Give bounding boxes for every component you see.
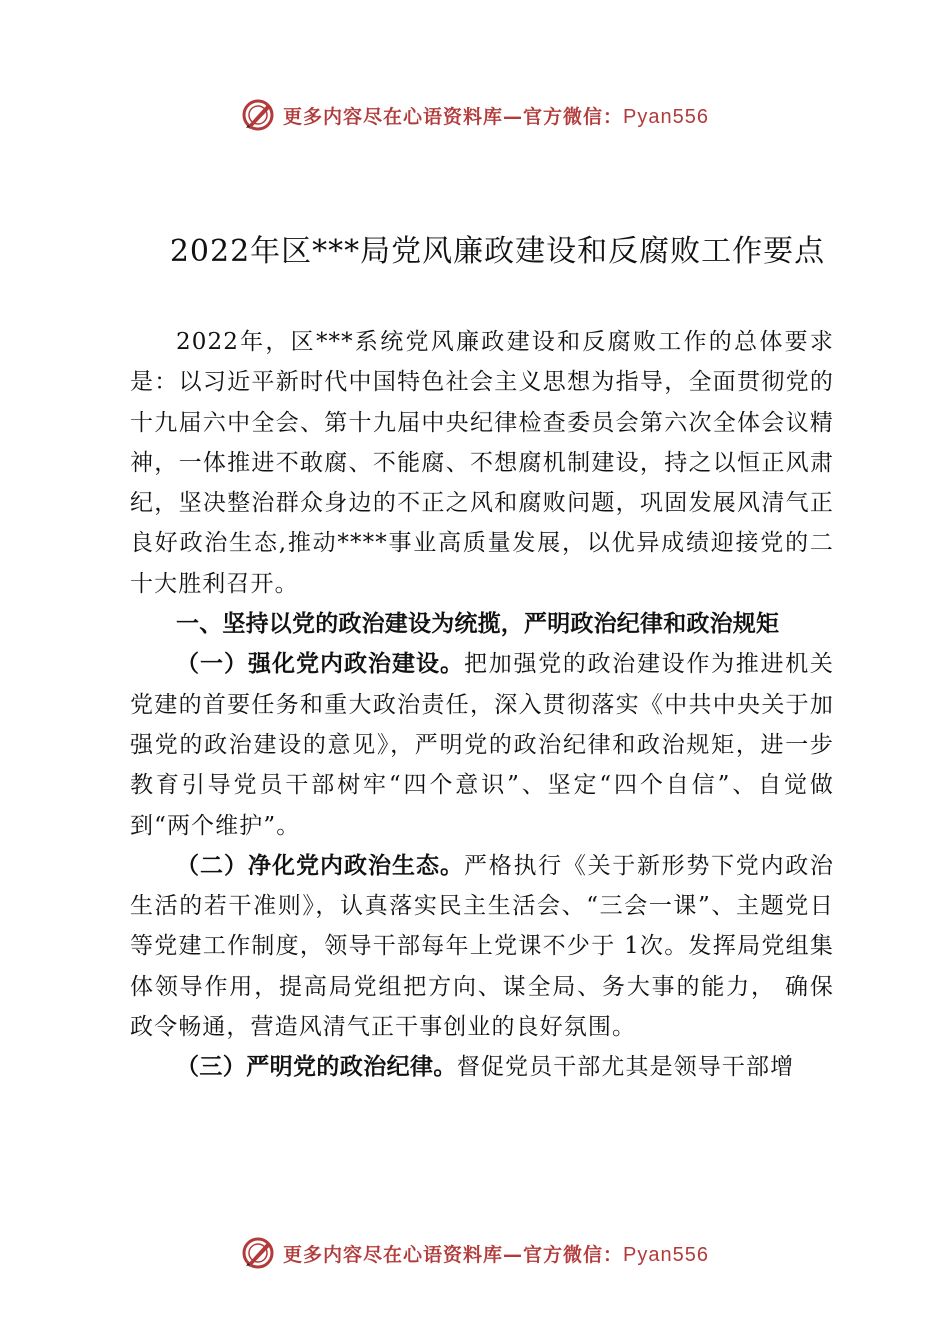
pen-seal-logo-icon <box>241 1236 275 1270</box>
watermark-text: 更多内容尽在心语资料库—官方微信：Pyan556 <box>283 1243 709 1266</box>
header-watermark <box>0 95 950 135</box>
intro-paragraph: 2022年，区***系统党风廉政建设和反腐败工作的总体要求是：以习近平新时代中国特色社会主义思想为指导，全面贯彻党的十九届六中全会、第十九届中央纪律检查委员会第六次全体会议精神，一体推进不敢腐、不能腐、不想腐机制建设，持之以恒正风肃纪，坚决整治群众身边的不正之风和腐败问题，巩固发展风清气正良好政治生态,推动****事业高质量发展，以优异成绩迎接党的二十大胜利召开。 <box>130 329 834 597</box>
watermark-text: 更多内容尽在心语资料库—官方微信：Pyan556 <box>283 105 709 128</box>
item-lead-2: （二）净化党内政治生态。 <box>176 852 465 879</box>
document-title: 2022年区***局党风廉政建设和反腐败工作要点 <box>169 234 826 269</box>
item-text-2: 严格执行《关于新形势下党内政治生活的若干准则》，认真落实民主生活会、“三会一课”、主题党日等党建工作制度，领导干部每年上党课不少于 1次。发挥局党组集体领导作用，提高局党组把方向、谋全局、务大事的能力， 确保政令畅通，营造风清气正干事创业的良好氛围。 <box>130 852 834 1041</box>
item-paragraph-2 <box>130 846 834 1047</box>
item-text-3: 督促党员干部尤其是领导干部增 <box>456 1054 795 1081</box>
item-lead-1: （一）强化党内政治建设。 <box>176 651 465 678</box>
item-text-1: 把加强党的政治建设作为推进机关党建的首要任务和重大政治责任，深入贯彻落实《中共中央关于加强党的政治建设的意见》，严明党的政治纪律和政治规矩，进一步教育引导党员干部树牢“四个意识”、坚定“四个自信”、自觉做到“两个维护”。 <box>130 651 834 839</box>
item-paragraph-1 <box>130 644 834 845</box>
document-body <box>130 322 834 1088</box>
item-paragraph-3 <box>130 1047 834 1087</box>
item-lead-3: （三）严明党的政治纪律。 <box>176 1054 457 1081</box>
section-heading-1: 一、坚持以党的政治建设为统揽，严明政治纪律和政治规矩 <box>176 611 780 638</box>
pen-seal-logo-icon <box>241 98 275 132</box>
footer-watermark <box>0 1233 950 1273</box>
